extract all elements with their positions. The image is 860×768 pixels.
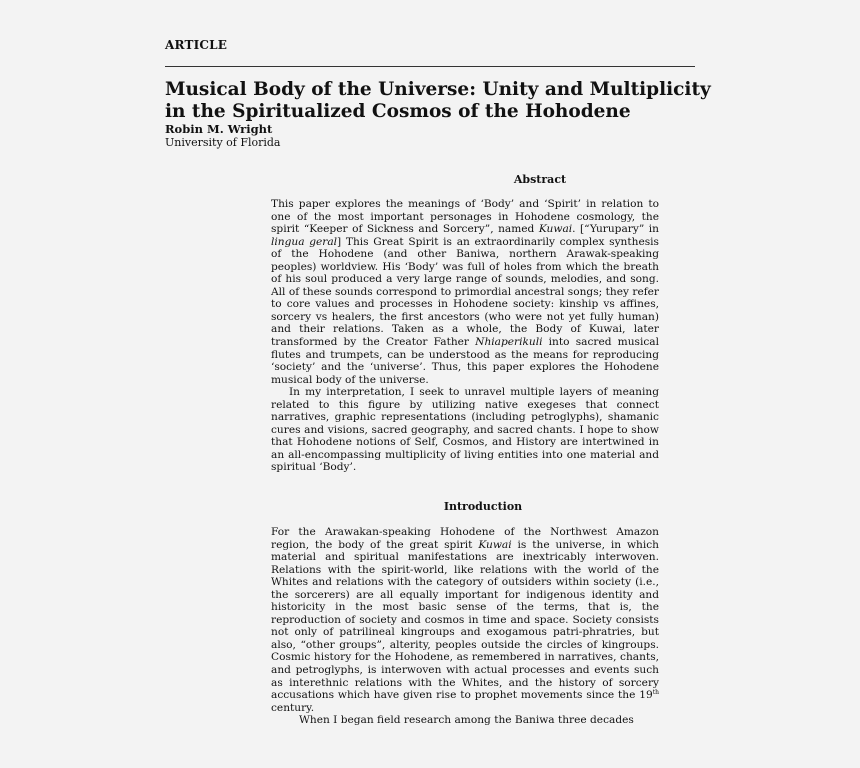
article-title (165, 79, 711, 123)
introduction-heading: Introduction (443, 500, 523, 513)
abstract-paragraph-1: This paper explores the meanings of ‘Body’ and ‘Spirit’ in relation to one of the most important personages in Hohodene cosmology, the spirit “Keeper of Sickness and Sorcery”, named Kuwai. [“Yurupary” in lingua geral] This Great Spirit is an extraordinarily complex synthesis of the Hohodene (and other Baniwa, northern Arawak-speaking peoples) worldview. His ‘Body’ was full of holes from which the breath of his soul produced a very large range of sounds, melodies, and song. All of these sounds correspond to primordial ancestral songs; they refer to core values and processes in Hohodene society: kinship vs affines, sorcery vs healers, the first ancestors (who were not yet fully human) and their relations. Taken as a whole, the Body of Kuwai, later transformed by the Creator Father Nhiaperikuli into sacred musical flutes and trumpets, can be understood as the means for reproducing ‘society’ and the ‘universe’. Thus, this paper explores the Hohodene musical body of the universe. (271, 198, 659, 386)
abstract-paragraph-2: In my interpretation, I seek to unravel multiple layers of meaning related to this figure by utilizing native exegeses that connect narratives, graphic representations (including petroglyphs), shamanic cures and visions, sacred geography, and sacred chants. I hope to show that Hohodene notions of Self, Cosmos, and History are intertwined in an all-encompassing multiplicity of living entities into one material and spiritual ‘Body’. (271, 386, 659, 474)
introduction-body (271, 526, 659, 727)
article-title-line-2: in the Spiritualized Cosmos of the Hohodene (165, 101, 631, 122)
abstract-body (271, 198, 659, 474)
introduction-paragraph-2: When I began field research among the Baniwa three decades (299, 714, 634, 727)
superscript-th: th (652, 689, 659, 697)
author-affiliation: University of Florida (165, 136, 281, 149)
term-nhiaperikuli: Nhiaperikuli (475, 336, 543, 349)
term-lingua-geral: lingua geral (271, 235, 338, 248)
section-label: ARTICLE (165, 38, 228, 52)
introduction-paragraph-1: For the Arawakan-speaking Hohodene of the Northwest Amazon region, the body of the great spirit Kuwai is the universe, in which material and spiritual manifestations are inextricably interwoven. Relations with the spirit-world, like relations with the world of the Whites and relations with the category of outsiders within society (i.e., the sorcerers) are all equally important for indigenous identity and historicity in the most basic sense of the terms, that is, the reproduction of society and cosmos in time and space. Society consists not only of patrilineal kingroups and exogamous patri-phratries, but also, “other groups”, alterity, peoples outside the circles of kingroups. Cosmic history for the Hohodene, as remembered in narratives, chants, and petroglyphs, is interwoven with actual processes and events such as interethnic relations with the Whites, and the history of sorcery accusations which have given rise to prophet movements since the 19th century. (271, 526, 659, 714)
header-rule (165, 66, 695, 67)
term-kuwai: Kuwai (538, 223, 573, 236)
term-kuwai-intro: Kuwai (478, 538, 512, 551)
article-title-line-1: Musical Body of the Universe: Unity and Multiplicity (165, 79, 711, 100)
author-name: Robin M. Wright (165, 122, 273, 136)
abstract-heading: Abstract (513, 173, 567, 186)
